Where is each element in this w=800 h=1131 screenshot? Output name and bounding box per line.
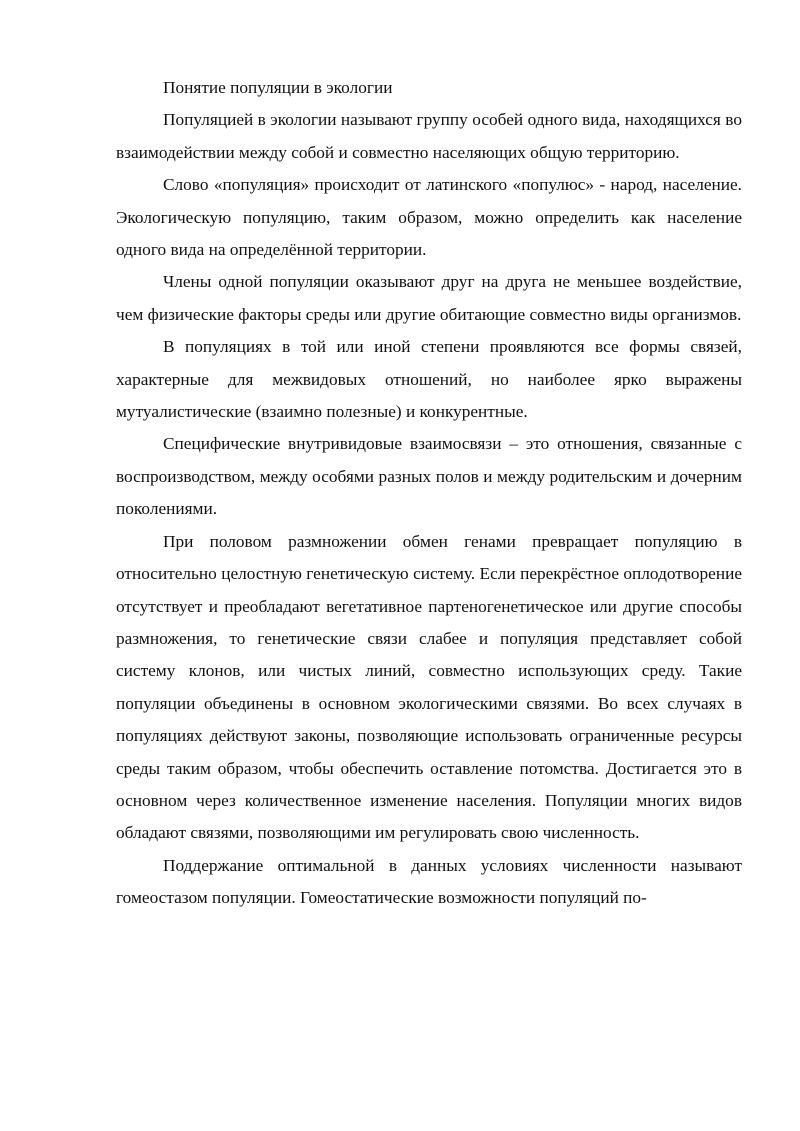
paragraph-3: Члены одной популяции оказывают друг на друга не меньшее воздействие, чем физические факторы среды или другие обитающие совместно виды организмов. bbox=[116, 272, 742, 324]
paragraph-7: Поддержание оптимальной в данных условиях численности называют гомеостазом популяции. Гомеостатические возможности популяций по- bbox=[116, 855, 742, 908]
document-page bbox=[116, 72, 742, 915]
document-title: Понятие популяции в экологии bbox=[163, 78, 393, 97]
paragraph-2: Слово «популяция» происходит от латинского «популюс» - народ, население. Экологическую популяцию, таким образом, можно определить как население одного вида на определённой территории. bbox=[116, 175, 742, 260]
paragraph-1: Популяцией в экологии называют группу особей одного вида, находящихся во взаимодействии между собой и совместно населяющих общую территорию. bbox=[116, 110, 742, 162]
paragraph-6: При половом размножении обмен генами превращает популяцию в относительно целостную генетическую систему. Если перекрёстное оплодотворение отсутствует и преобладают вегетативное партеногенетическое или другие способы размножения, то генетические связи слабее и популяция представляет собой систему клонов, или чистых линий, совместно использующих среду. Такие популяции объединены в основном экологическими связями. Во всех случаях в популяциях действуют законы, позволяющие использовать ограниченные ресурсы среды таким образом, чтобы обеспечить оставление потомства. Достигается это в основном через количественное изменение населения. Популяции многих видов обладают связями, позволяющими им регулировать свою численность. bbox=[116, 531, 742, 843]
paragraph-4: В популяциях в той или иной степени проявляются все формы связей, характерные для межвидовых отношений, но наиболее ярко выражены мутуалистические (взаимно полезные) и конкурентные. bbox=[116, 337, 742, 422]
paragraph-5: Специфические внутривидовые взаимосвязи – это отношения, связанные с воспроизводством, между особями разных полов и между родительским и дочерним поколениями. bbox=[116, 434, 742, 519]
